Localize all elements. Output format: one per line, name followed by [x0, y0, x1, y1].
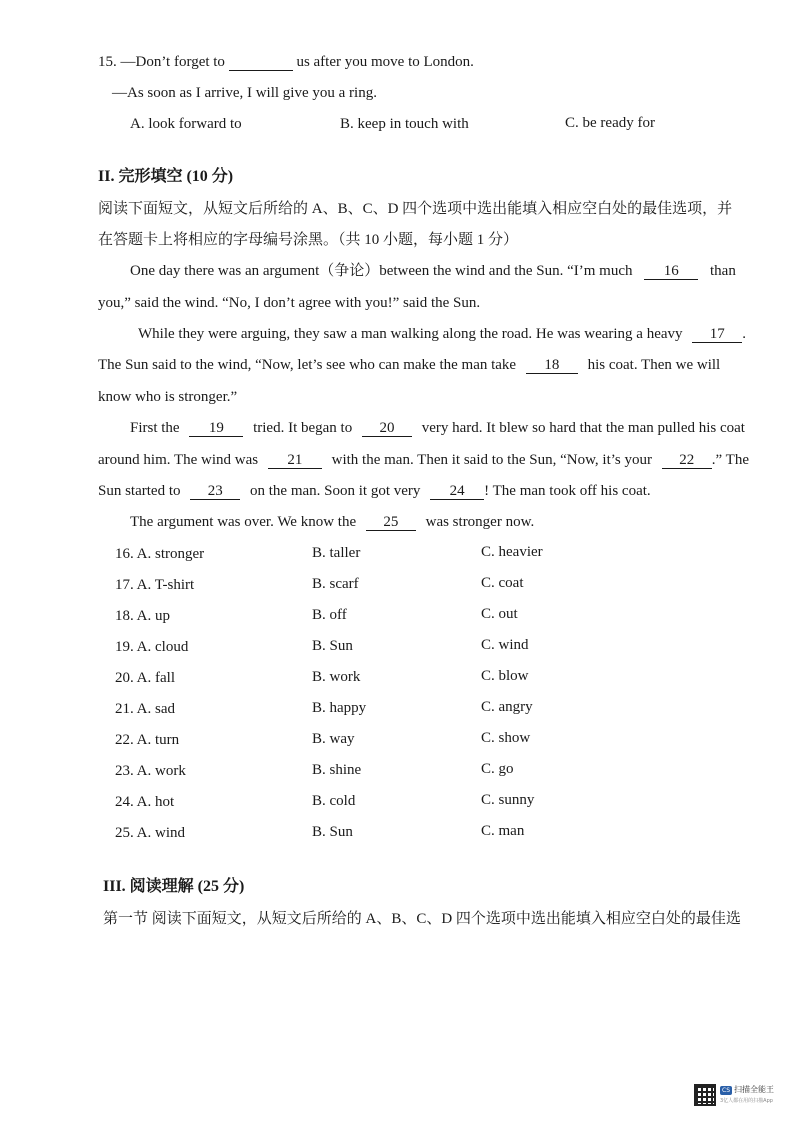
blank-18: 18	[526, 357, 578, 374]
q20-option-c: C. blow	[481, 668, 529, 684]
passage-p3-line1: First the 19 tried. It began to 20 very hard. It blew so hard that the man pulled his coat	[130, 420, 745, 436]
passage-p2-line3: know who is stronger.”	[98, 389, 238, 405]
q22-option-b: B. way	[312, 731, 355, 747]
q24-option-a: 24. A. hot	[115, 794, 175, 810]
scanner-watermark	[694, 1082, 780, 1108]
q24-option-c: C. sunny	[481, 792, 535, 808]
section3-heading: III. 阅读理解 (25 分)	[103, 878, 245, 895]
q25-option-a: 25. A. wind	[115, 825, 186, 841]
q16-option-c: C. heavier	[481, 544, 543, 560]
q19-option-a: 19. A. cloud	[115, 639, 189, 655]
q16-option-a: 16. A. stronger	[115, 546, 205, 562]
scanner-logo: CS	[722, 1086, 730, 1094]
section3-instr-line1: 第一节 阅读下面短文，从短文后所给的 A、B、C、D 四个选项中选出能填入相应空白处的最佳选	[103, 911, 741, 927]
q21-option-b: B. happy	[312, 700, 367, 716]
q23-option-c: C. go	[481, 761, 514, 777]
blank-21: 21	[268, 452, 322, 469]
scanner-watermark-text: CS 扫描全能王 3亿人都在用的扫描App	[720, 1084, 774, 1104]
q15-blank	[229, 54, 293, 71]
q15-line1: 15. —Don’t forget to us after you move to London.	[98, 54, 474, 70]
q23-option-a: 23. A. work	[115, 763, 186, 779]
q18-option-a: 18. A. up	[115, 608, 171, 624]
q21-option-c: C. angry	[481, 699, 533, 715]
q16-option-b: B. taller	[312, 545, 361, 561]
q21-option-a: 21. A. sad	[115, 701, 175, 717]
q24-option-b: B. cold	[312, 793, 356, 809]
section2-instr-line2: 在答题卡上将相应的字母编号涂黑。（共 10 小题，每小题 1 分）	[98, 232, 519, 248]
blank-16: 16	[644, 263, 698, 280]
section2-instr-line1: 阅读下面短文，从短文后所给的 A、B、C、D 四个选项中选出能填入相应空白处的最佳选项，并	[98, 201, 733, 217]
q22-option-a: 22. A. turn	[115, 732, 180, 748]
q19-option-c: C. wind	[481, 637, 529, 653]
q17-option-c: C. coat	[481, 575, 524, 591]
section2-heading: II. 完形填空 (10 分)	[98, 168, 234, 185]
passage-p1-line2: you,” said the wind. “No, I don’t agree with you!” said the Sun.	[98, 295, 481, 311]
q25-option-c: C. man	[481, 823, 525, 839]
q15-option-a: A. look forward to	[130, 116, 242, 132]
blank-24: 24	[430, 483, 484, 500]
qr-code-icon	[694, 1084, 716, 1106]
q18-option-b: B. off	[312, 607, 347, 623]
q20-option-a: 20. A. fall	[115, 670, 175, 686]
q17-option-b: B. scarf	[312, 576, 359, 592]
passage-p2-line1: While they were arguing, they saw a man walking along the road. He was wearing a heavy 17 .	[138, 326, 747, 342]
q17-option-a: 17. A. T-shirt	[115, 577, 195, 593]
blank-19: 19	[189, 420, 243, 437]
q25-option-b: B. Sun	[312, 824, 353, 840]
q18-option-c: C. out	[481, 606, 518, 622]
passage-p3-line2: around him. The wind was 21 with the man. Then it said to the Sun, “Now, it’s your 22 .” The	[98, 452, 749, 468]
blank-20: 20	[362, 420, 412, 437]
q15-option-b: B. keep in touch with	[340, 116, 469, 132]
blank-25: 25	[366, 514, 416, 531]
q15-line2: —As soon as I arrive, I will give you a ring.	[112, 85, 377, 101]
passage-p2-line2: The Sun said to the wind, “Now, let’s see who can make the man take 18 his coat. Then we will	[98, 357, 721, 373]
blank-22: 22	[662, 452, 712, 469]
passage-p4-line1: The argument was over. We know the 25 was stronger now.	[130, 514, 535, 530]
q15-option-c: C. be ready for	[565, 115, 655, 131]
q22-option-c: C. show	[481, 730, 531, 746]
q20-option-b: B. work	[312, 669, 361, 685]
q19-option-b: B. Sun	[312, 638, 353, 654]
blank-17: 17	[692, 326, 742, 343]
passage-p3-line3: Sun started to 23 on the man. Soon it got very 24 ! The man took off his coat.	[98, 483, 651, 499]
blank-23: 23	[190, 483, 240, 500]
q23-option-b: B. shine	[312, 762, 362, 778]
passage-p1-line1: One day there was an argument（争论）between the wind and the Sun. “I’m much 16 than	[130, 263, 736, 279]
